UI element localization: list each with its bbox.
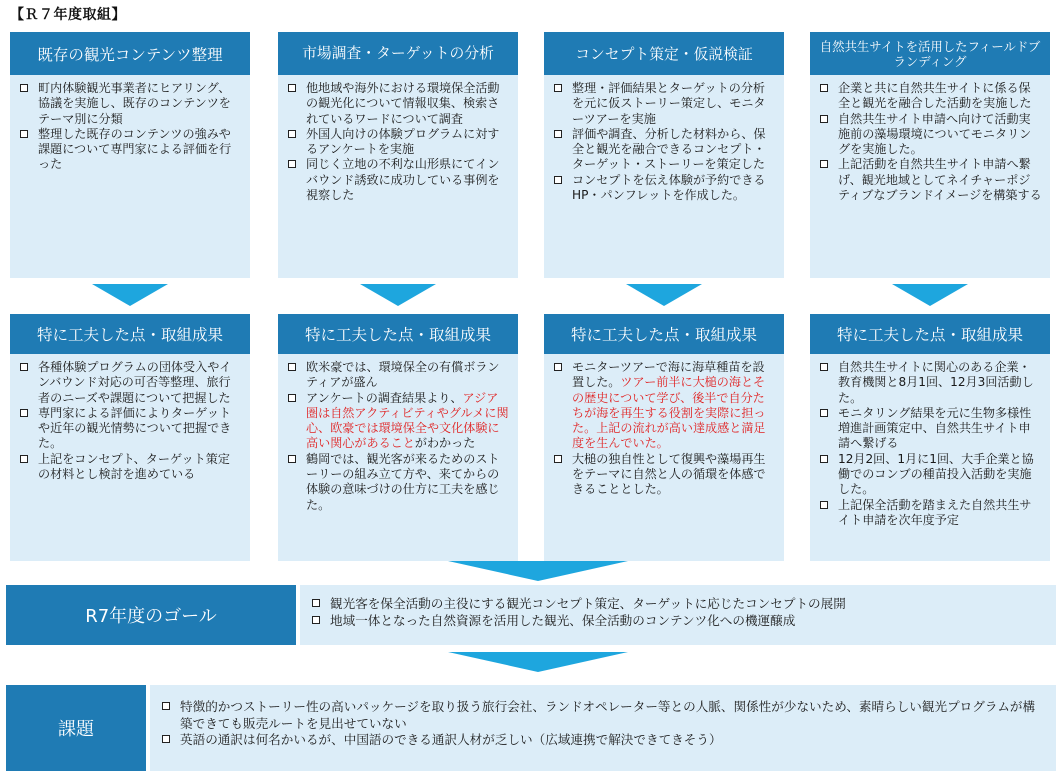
item-text: コンセプトを伝え体験が予約できるHP・パンフレットを作成した。	[572, 172, 766, 203]
list-item	[286, 157, 510, 203]
result-body	[10, 354, 250, 561]
column-3	[544, 32, 784, 278]
list-item	[18, 127, 242, 173]
result-column-1	[10, 314, 250, 561]
issue-box	[150, 685, 1056, 771]
result-header: 特に工夫した点・取組成果	[810, 314, 1050, 354]
list-item	[818, 112, 1042, 158]
item-text: 欧米豪では、環境保全の有償ボランティアが盛ん	[306, 360, 500, 390]
column-header: コンセプト策定・仮説検証	[544, 32, 784, 75]
item-text: 上記保全活動を踏まえた自然共生サイト申請を次年度予定	[838, 497, 1032, 527]
column-1	[10, 32, 250, 278]
section-title: 【Ｒ７年度取組】	[10, 7, 126, 23]
list-item	[818, 360, 1042, 406]
list-item	[552, 173, 776, 204]
item-text: 上記をコンセプト、ターゲット策定の材料とし検討を進めている	[38, 451, 230, 482]
list-item	[552, 360, 776, 452]
item-text: 整理・評価結果とターゲットの分析を元に仮ストーリー策定し、モニターツアーを実施	[572, 81, 766, 126]
list-item	[818, 406, 1042, 452]
column-body	[810, 75, 1050, 278]
result-header: 特に工夫した点・取組成果	[278, 314, 518, 354]
column-header: 自然共生サイトを活用したフィールドブランディング	[810, 32, 1050, 75]
down-arrow-icon	[360, 284, 436, 306]
item-text: 他地域や海外における環境保全活動の観光化について情報収集、検索されているワードについて調査	[306, 81, 500, 126]
column-4	[810, 32, 1050, 278]
issue-label: 課題	[6, 685, 146, 771]
down-arrow-icon	[448, 652, 628, 672]
list-item	[552, 452, 776, 498]
item-text: 専門家による評価によりターゲットや近年の観光情勢について把握できた。	[38, 405, 232, 451]
item-text: モニタリング結果を元に生物多様性増進計画策定中、自然共生サイト申請へ繋げる	[838, 405, 1032, 451]
list-item	[18, 406, 242, 452]
item-text: 企業と共に自然共生サイトに係る保全と観光を融合した活動を実施した	[838, 81, 1032, 111]
column-2	[278, 32, 518, 278]
item-text: 自然共生サイト申請へ向けて活動実施前の藻場環境についてモニタリングを実施した。	[838, 111, 1032, 157]
list-item: 観光客を保全活動の主役にする観光コンセプト策定、ターゲットに応じたコンセプトの展開	[310, 596, 1046, 613]
column-header: 既存の観光コンテンツ整理	[10, 32, 250, 75]
result-body	[544, 354, 784, 561]
item-text: 町内体験観光事業者にヒアリング、協議を実施し、既存のコンテンツをテーマ別に分類	[38, 81, 231, 126]
list-item	[286, 360, 510, 391]
down-arrow-icon	[448, 561, 628, 581]
result-column-3	[544, 314, 784, 561]
list-item	[18, 81, 242, 127]
highlighted-text: アジア圏は自然アクティビティやグルメに関心、欧豪では環境保全や文化体験に高い関心があること	[306, 390, 509, 451]
down-arrow-icon	[892, 284, 968, 306]
list-item	[818, 157, 1042, 203]
column-body	[544, 75, 784, 278]
result-column-4	[810, 314, 1050, 561]
result-body	[810, 354, 1050, 561]
result-column-2	[278, 314, 518, 561]
goal-list	[310, 596, 1046, 629]
item-list	[818, 81, 1042, 203]
result-list	[18, 360, 242, 482]
item-list	[18, 81, 242, 173]
item-text: 12月2回、1月に1回、大手企業と協働でのコンブの種苗投入活動を実施した。	[838, 451, 1034, 497]
list-item	[552, 81, 776, 127]
item-text: 評価や調査、分析した材料から、保全と観光を融合できるコンセプト・ターゲット・ストーリーを策定した	[572, 126, 766, 172]
list-item	[818, 498, 1042, 529]
item-text: アンケートの調査結果より、	[306, 390, 463, 405]
item-text: 各種体験プログラムの団体受入やインバウンド対応の可否等整理、旅行者のニーズや課題について把握した	[38, 360, 232, 405]
result-header: 特に工夫した点・取組成果	[10, 314, 250, 354]
list-item	[18, 360, 242, 406]
list-item	[18, 452, 242, 483]
list-item	[552, 127, 776, 173]
item-text: がわかった	[414, 436, 476, 451]
list-item	[286, 81, 510, 127]
result-header: 特に工夫した点・取組成果	[544, 314, 784, 354]
item-text: 外国人向けの体験プログラムに対するアンケートを実施	[306, 126, 500, 157]
result-list	[818, 360, 1042, 528]
list-item: 英語の通訳は何名かいるが、中国語のできる通訳人材が乏しい（広域連携で解決できてきそう）	[160, 732, 1046, 749]
item-text: 自然共生サイトに関心のある企業・教育機関と8月1回、12月3回活動した。	[838, 360, 1034, 405]
item-text: 同じく立地の不利な山形県にてインバウンド誘致に成功している事例を視察した	[306, 157, 500, 203]
list-item: 特徴的かつストーリー性の高いパッケージを取り扱う旅行会社、ランドオペレーター等との人脈、関係性が少ないため、素晴らしい観光プログラムが構築できても販売ルートを見出せていない	[160, 699, 1046, 732]
column-body	[10, 75, 250, 278]
list-item	[286, 127, 510, 158]
list-item	[286, 452, 510, 513]
list-item	[818, 81, 1042, 112]
item-text: 整理した既存のコンテンツの強みや課題について専門家による評価を行った	[38, 126, 232, 172]
goal-label: R7年度のゴール	[6, 585, 296, 645]
column-body	[278, 75, 518, 278]
result-list	[286, 360, 510, 513]
down-arrow-icon	[626, 284, 702, 306]
goal-box	[300, 585, 1056, 645]
highlighted-text: ツアー前半に大槌の海とその歴史について学び、後半で自分たちが海を再生する役割を実際に担った。上記の流れが高い達成感と満足度を生んでいた。	[572, 375, 766, 451]
down-arrow-icon	[92, 284, 168, 306]
result-body	[278, 354, 518, 561]
item-text: モニターツアーで海に海草種苗を設置した。	[572, 360, 765, 390]
column-header: 市場調査・ターゲットの分析	[278, 32, 518, 75]
item-text: 鶴岡では、観光客が来るためのストーリーの組み立て方や、来てからの体験の意味づけの仕方に工夫を感じた。	[306, 451, 500, 512]
item-text: 上記活動を自然共生サイト申請へ繋げ、観光地域としてネイチャーポジティブなブランドイメージを構築する	[838, 157, 1042, 203]
list-item	[286, 391, 510, 452]
item-text: 大槌の独自性として復興や藻場再生をテーマに自然と人の循環を体感できることとした。	[572, 451, 766, 497]
list-item: 地域一体となった自然資源を活用した観光、保全活動のコンテンツ化への機運醸成	[310, 613, 1046, 630]
list-item	[818, 452, 1042, 498]
item-list	[552, 81, 776, 203]
issue-list	[160, 699, 1046, 749]
result-list	[552, 360, 776, 498]
item-list	[286, 81, 510, 203]
